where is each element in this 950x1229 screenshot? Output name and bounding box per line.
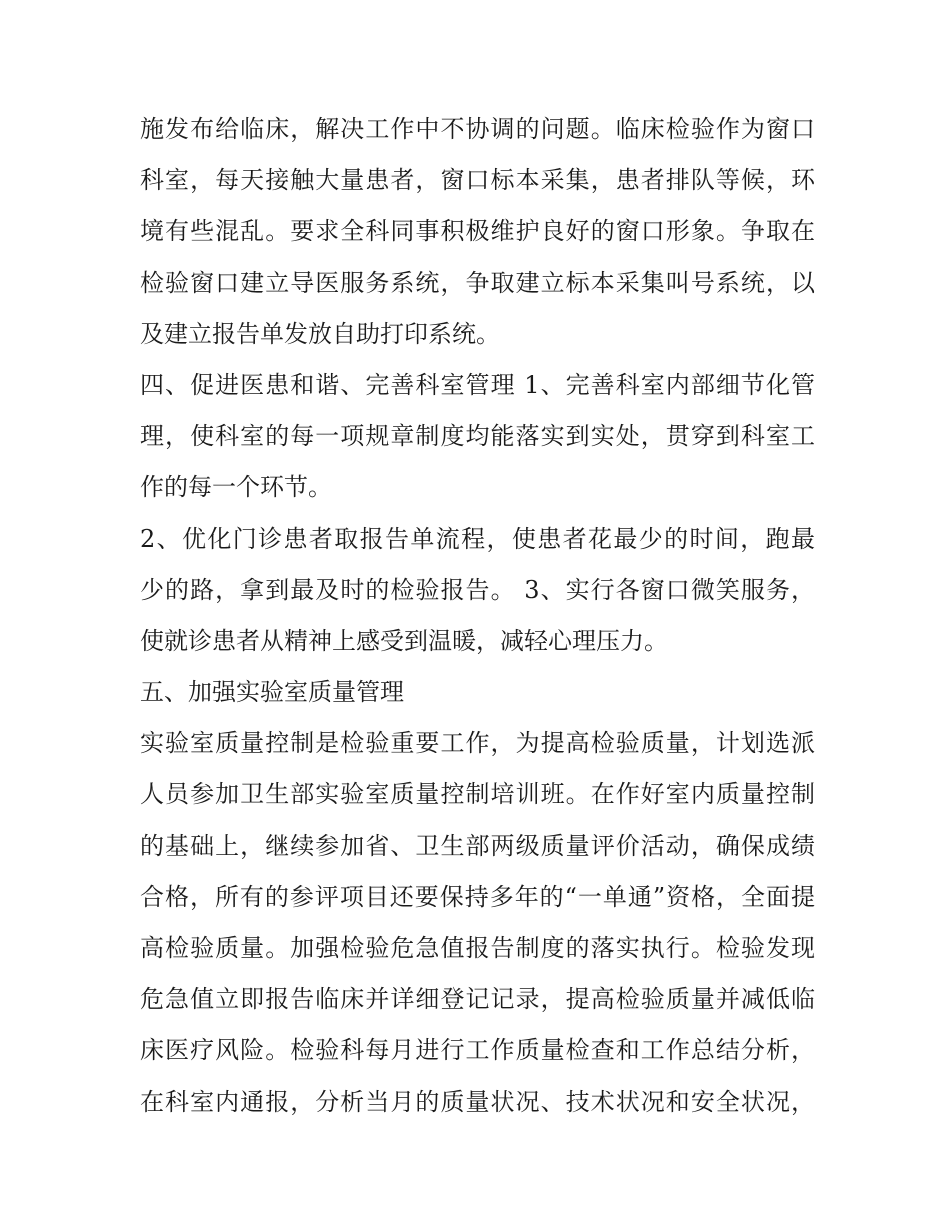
text-line: 检验窗口建立导医服务系统，争取建立标本采集叫号系统，以: [140, 268, 815, 297]
text-line: 高检验质量。加强检验危急值报告制度的落实执行。检验发现: [140, 934, 815, 962]
text-line: 使就诊患者从精神上感受到温暖，减轻心理压力。: [140, 626, 668, 655]
text-line: 作的每一个环节。: [140, 473, 332, 502]
text-line: 人员参加卫生部实验室质量控制培训班。在作好室内质量控制: [140, 780, 815, 809]
text-line: 2、优化门诊患者取报告单流程，使患者花最少的时间，跑最: [140, 524, 815, 553]
text-line: 合格，所有的参评项目还要保持多年的“一单通”资格，全面提: [140, 882, 815, 911]
text-line: 的基础上，继续参加省、卫生部两级质量评价活动，确保成绩: [140, 831, 815, 860]
text-line: 危急值立即报告临床并详细登记记录，提高检验质量并减低临: [140, 985, 815, 1014]
text-line: 床医疗风险。检验科每月进行工作质量检查和工作总结分析，: [140, 1036, 815, 1065]
text-line: 科室，每天接触大量患者，窗口标本采集，患者排队等候，环: [140, 166, 815, 195]
paragraph-items-two-three: [140, 514, 815, 668]
paragraph-window-service: [140, 104, 815, 360]
paragraph-quality-control: [140, 718, 815, 1128]
text-line: 在科室内通报，分析当月的质量状况、技术状况和安全状况，: [140, 1087, 815, 1116]
text-line: 及建立报告单发放自助打印系统。: [140, 319, 500, 348]
section-heading-line: 四、促进医患和谐、完善科室管理 1、完善科室内部细节化管: [140, 370, 815, 399]
text-line: 实验室质量控制是检验重要工作，为提高检验质量，计划选派: [140, 729, 815, 758]
paragraph-section-five-heading: [140, 667, 815, 718]
text-line: 少的路，拿到最及时的检验报告。 3、实行各窗口微笑服务，: [140, 575, 815, 604]
text-line: 施发布给临床，解决工作中不协调的问题。临床检验作为窗口: [140, 115, 815, 143]
paragraph-section-four: [140, 360, 815, 514]
text-line: 理，使科室的每一项规章制度均能落实到实处，贯穿到科室工: [140, 422, 815, 451]
text-line: 境有些混乱。要求全科同事积极维护良好的窗口形象。争取在: [140, 217, 815, 246]
section-heading: 五、加强实验室质量管理: [140, 678, 404, 707]
document-body: [140, 104, 815, 1128]
